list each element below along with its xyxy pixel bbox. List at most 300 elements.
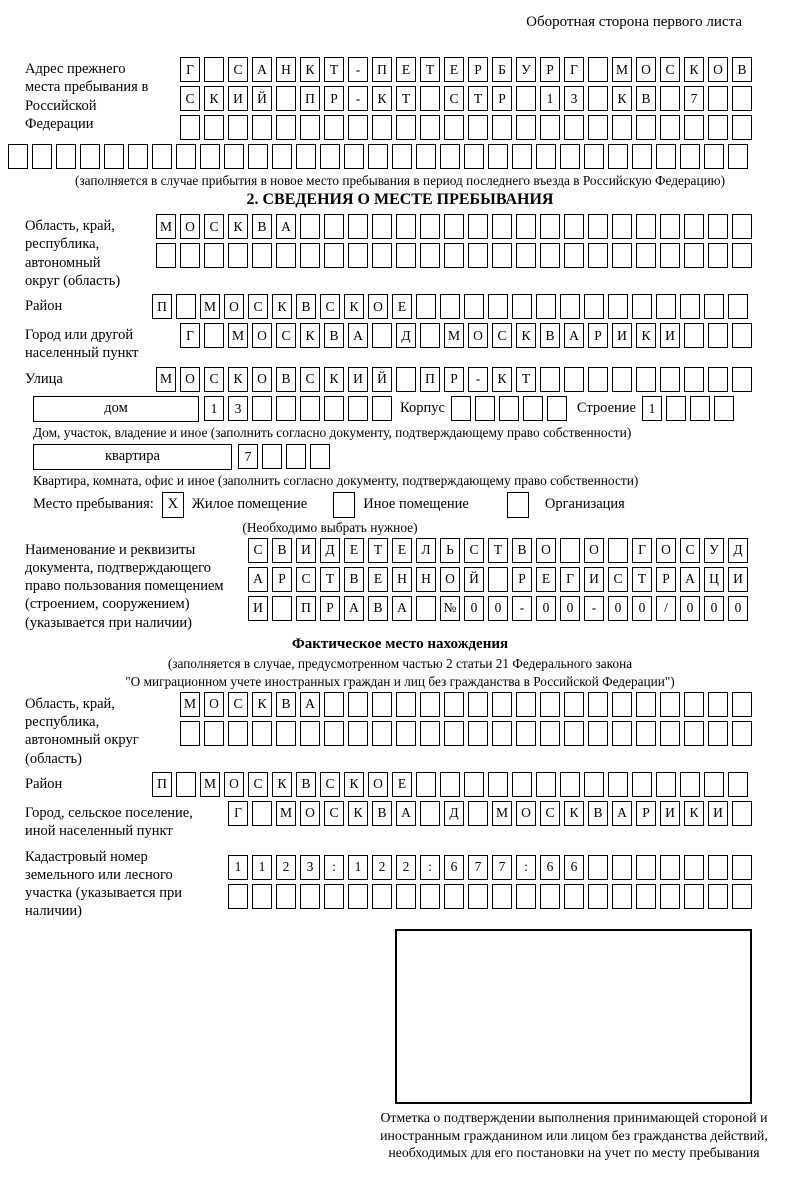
- char-cell: [588, 115, 608, 140]
- char-cell: [252, 884, 272, 909]
- char-cell: [732, 115, 752, 140]
- char-cell: Д: [396, 323, 416, 348]
- char-cell: М: [444, 323, 464, 348]
- char-cell: Е: [444, 57, 464, 82]
- char-cell: [204, 323, 224, 348]
- char-cell: 7: [468, 855, 488, 880]
- char-cell: Г: [560, 567, 580, 592]
- char-cell: [588, 855, 608, 880]
- char-cell: [704, 144, 724, 169]
- char-cell: П: [152, 772, 172, 797]
- char-cell: С: [444, 86, 464, 111]
- char-cell: С: [320, 772, 340, 797]
- char-cell: 1: [204, 396, 224, 421]
- char-cell: С: [608, 567, 628, 592]
- char-cell: [488, 772, 508, 797]
- char-cell: [252, 243, 272, 268]
- char-cell: Б: [492, 57, 512, 82]
- char-cell: [396, 721, 416, 746]
- char-cell: О: [224, 772, 244, 797]
- char-cell: 2: [372, 855, 392, 880]
- char-cell: Т: [396, 86, 416, 111]
- char-cell: Й: [464, 567, 484, 592]
- district-block: [0, 294, 800, 319]
- char-cell: К: [204, 86, 224, 111]
- char-cell: [204, 243, 224, 268]
- char-cell: [492, 692, 512, 717]
- char-cell: 0: [632, 596, 652, 621]
- char-cell: [656, 772, 676, 797]
- char-cell: И: [728, 567, 748, 592]
- char-cell: [540, 692, 560, 717]
- char-cell: [728, 294, 748, 319]
- char-cell: [708, 323, 728, 348]
- char-cell: [348, 884, 368, 909]
- char-cell-row: [8, 144, 800, 169]
- char-cell: [475, 396, 495, 421]
- char-cell: К: [272, 294, 292, 319]
- char-cell: [684, 855, 704, 880]
- char-cell: [488, 567, 508, 592]
- char-cell: Р: [656, 567, 676, 592]
- char-cell: Н: [392, 567, 412, 592]
- char-cell: В: [276, 367, 296, 392]
- char-cell: [588, 243, 608, 268]
- char-cell: С: [228, 692, 248, 717]
- char-cell: 0: [680, 596, 700, 621]
- char-cell: [324, 721, 344, 746]
- char-cell: Е: [392, 772, 412, 797]
- char-cell: Р: [588, 323, 608, 348]
- char-cell: [612, 367, 632, 392]
- char-cell: 0: [464, 596, 484, 621]
- char-cell: [632, 294, 652, 319]
- char-cell: [180, 721, 200, 746]
- actual-location-subtitle-2: "О миграционном учете иностранных граждан и лиц без гражданства в Российской Федерации"): [125, 673, 675, 689]
- char-cell: [656, 294, 676, 319]
- char-cell: [492, 214, 512, 239]
- char-cell: [176, 144, 196, 169]
- char-cell: [588, 884, 608, 909]
- char-cell: А: [392, 596, 412, 621]
- char-cell: [684, 721, 704, 746]
- char-cell: [276, 243, 296, 268]
- char-cell: П: [300, 86, 320, 111]
- char-cell: Е: [392, 538, 412, 563]
- char-cell-row: [156, 214, 752, 239]
- char-cell: [488, 294, 508, 319]
- char-cell: С: [296, 567, 316, 592]
- char-cell: [444, 884, 464, 909]
- char-cell: [252, 396, 272, 421]
- char-cell: 1: [252, 855, 272, 880]
- confirmation-stamp-box: [395, 929, 752, 1104]
- char-cell: М: [200, 294, 220, 319]
- char-cell-row: [180, 692, 752, 717]
- char-cell: М: [228, 323, 248, 348]
- char-cell-row: [228, 801, 752, 841]
- district-label: Район: [25, 298, 63, 315]
- char-cell: [588, 57, 608, 82]
- char-cell: К: [344, 294, 364, 319]
- street-block: [0, 367, 800, 392]
- city-label: Город или другой населенный пункт: [25, 327, 139, 362]
- char-cell: [468, 801, 488, 826]
- char-cell: [224, 144, 244, 169]
- char-cell: У: [704, 538, 724, 563]
- char-cell: [348, 692, 368, 717]
- actual-city-label: Город, сельское поселение, иной населенный пункт: [25, 804, 193, 840]
- char-cell: С: [540, 801, 560, 826]
- char-cell: [248, 144, 268, 169]
- char-cell: В: [588, 801, 608, 826]
- char-cell: М: [200, 772, 220, 797]
- char-cell: [636, 115, 656, 140]
- char-cell: [588, 692, 608, 717]
- char-cell: [300, 214, 320, 239]
- char-cell: [708, 243, 728, 268]
- char-cell: [714, 396, 734, 421]
- char-cell: [680, 772, 700, 797]
- char-cell: [660, 721, 680, 746]
- char-cell: [523, 396, 543, 421]
- confirmation-caption: Отметка о подтверждении выполнения принимающей стороной и иностранным гражданином или лицом без гражданства действий, необходимых для его постановки на учет по месту пребывания: [380, 1109, 768, 1161]
- char-cell: А: [396, 801, 416, 826]
- document-rows: [248, 538, 748, 632]
- char-cell: Р: [324, 86, 344, 111]
- char-cell: В: [296, 772, 316, 797]
- char-cell: [372, 721, 392, 746]
- char-cell: [420, 692, 440, 717]
- char-cell: [300, 884, 320, 909]
- char-cell: [276, 721, 296, 746]
- char-cell: [320, 144, 340, 169]
- char-cell: [372, 214, 392, 239]
- char-cell: [372, 243, 392, 268]
- char-cell: [180, 115, 200, 140]
- char-cell: [732, 721, 752, 746]
- char-cell: К: [612, 86, 632, 111]
- char-cell: [372, 884, 392, 909]
- char-cell: [499, 396, 519, 421]
- char-cell: [728, 772, 748, 797]
- char-cell: [324, 214, 344, 239]
- char-cell: :: [420, 855, 440, 880]
- char-cell: Д: [444, 801, 464, 826]
- char-cell: И: [296, 538, 316, 563]
- char-cell: /: [656, 596, 676, 621]
- stay-type-checkbox-residential: X: [162, 492, 184, 518]
- char-cell-row: [451, 396, 567, 421]
- char-cell: [608, 144, 628, 169]
- char-cell: [708, 367, 728, 392]
- char-cell: [468, 115, 488, 140]
- char-cell: [564, 115, 584, 140]
- char-cell: [444, 214, 464, 239]
- char-cell: [564, 692, 584, 717]
- char-cell: [588, 721, 608, 746]
- page-side-note: Оборотная сторона первого листа: [526, 14, 742, 30]
- char-cell: В: [732, 57, 752, 82]
- char-cell: [204, 721, 224, 746]
- char-cell: [660, 214, 680, 239]
- char-cell: Ц: [704, 567, 724, 592]
- char-cell: [128, 144, 148, 169]
- char-cell: [368, 144, 388, 169]
- house-row: [33, 396, 800, 422]
- char-cell: 0: [536, 596, 556, 621]
- char-cell: [396, 692, 416, 717]
- char-cell: С: [248, 294, 268, 319]
- char-cell: [300, 396, 320, 421]
- char-cell: [540, 214, 560, 239]
- document-block: [0, 538, 800, 632]
- char-cell: [708, 115, 728, 140]
- char-cell: [564, 367, 584, 392]
- char-cell-row: [180, 323, 752, 363]
- char-cell: О: [584, 538, 604, 563]
- char-cell: [372, 323, 392, 348]
- char-cell: О: [368, 772, 388, 797]
- char-cell: [286, 444, 306, 469]
- char-cell: [564, 243, 584, 268]
- char-cell: М: [180, 692, 200, 717]
- char-cell: А: [564, 323, 584, 348]
- char-cell: М: [612, 57, 632, 82]
- actual-region-block: [0, 692, 800, 768]
- char-cell: [344, 144, 364, 169]
- char-cell: [372, 692, 392, 717]
- char-cell: [666, 396, 686, 421]
- char-cell: [396, 884, 416, 909]
- char-cell-row: [180, 57, 752, 82]
- char-cell: 3: [300, 855, 320, 880]
- char-cell: [416, 596, 436, 621]
- char-cell: Р: [492, 86, 512, 111]
- stay-type-note: (Необходимо выбрать нужное): [242, 519, 418, 535]
- char-cell: [440, 294, 460, 319]
- char-cell: [396, 367, 416, 392]
- char-cell: В: [540, 323, 560, 348]
- region-label: Область, край, республика, автономный округ (область): [25, 218, 121, 289]
- char-cell: О: [252, 323, 272, 348]
- char-cell: А: [300, 692, 320, 717]
- char-cell: И: [612, 323, 632, 348]
- char-cell: Т: [368, 538, 388, 563]
- char-cell: О: [636, 57, 656, 82]
- char-cell: [348, 396, 368, 421]
- char-cell: [540, 721, 560, 746]
- char-cell: [660, 692, 680, 717]
- char-cell: С: [248, 772, 268, 797]
- char-cell: В: [252, 214, 272, 239]
- house-box-label: дом: [33, 396, 199, 422]
- apartment-box-label: квартира: [33, 444, 232, 470]
- char-cell: Р: [272, 567, 292, 592]
- char-cell: [636, 243, 656, 268]
- char-cell: [420, 243, 440, 268]
- char-cell: [612, 115, 632, 140]
- char-cell: Н: [416, 567, 436, 592]
- char-cell: В: [372, 801, 392, 826]
- prev-address-note: (заполняется в случае прибытия в новое место пребывания в период последнего въезда в Российскую Федерацию): [74, 173, 726, 188]
- char-cell: [547, 396, 567, 421]
- actual-district-block: [0, 772, 800, 797]
- char-cell: [324, 115, 344, 140]
- char-cell: 2: [276, 855, 296, 880]
- char-cell: [204, 57, 224, 82]
- char-cell: Р: [468, 57, 488, 82]
- char-cell: 3: [228, 396, 248, 421]
- char-cell: [560, 294, 580, 319]
- char-cell: [612, 855, 632, 880]
- char-cell: О: [536, 538, 556, 563]
- char-cell: [464, 294, 484, 319]
- char-cell: [492, 721, 512, 746]
- char-cell: [612, 692, 632, 717]
- char-cell: Т: [632, 567, 652, 592]
- char-cell: П: [296, 596, 316, 621]
- char-cell: [516, 721, 536, 746]
- actual-district-label: Район: [25, 775, 63, 792]
- char-cell: -: [584, 596, 604, 621]
- char-cell: [704, 772, 724, 797]
- char-cell: Т: [420, 57, 440, 82]
- char-cell: С: [180, 86, 200, 111]
- char-cell: [176, 294, 196, 319]
- char-cell: Ь: [440, 538, 460, 563]
- char-cell: [684, 214, 704, 239]
- stay-type-row: [33, 492, 800, 518]
- char-cell: С: [660, 57, 680, 82]
- cadastral-rows: [228, 845, 752, 921]
- house-note: Дом, участок, владение и иное (заполнить согласно документу, подтверждающему право собственности): [33, 424, 632, 440]
- char-cell: 2: [396, 855, 416, 880]
- prev-address-label: Адрес прежнего места пребывания в Российской Федерации: [25, 61, 149, 132]
- char-cell: [680, 294, 700, 319]
- char-cell: [324, 243, 344, 268]
- char-cell: В: [276, 692, 296, 717]
- char-cell: [660, 86, 680, 111]
- char-cell: [468, 692, 488, 717]
- char-cell: Й: [372, 367, 392, 392]
- char-cell: О: [252, 367, 272, 392]
- char-cell-row: [228, 855, 752, 880]
- char-cell: [8, 144, 28, 169]
- char-cell: [492, 115, 512, 140]
- char-cell: Е: [392, 294, 412, 319]
- char-cell: О: [180, 367, 200, 392]
- char-cell: Е: [368, 567, 388, 592]
- char-cell: [684, 367, 704, 392]
- char-cell: [608, 294, 628, 319]
- char-cell: [708, 86, 728, 111]
- char-cell: А: [248, 567, 268, 592]
- char-cell: 3: [564, 86, 584, 111]
- char-cell: К: [372, 86, 392, 111]
- char-cell: -: [348, 86, 368, 111]
- char-cell: -: [512, 596, 532, 621]
- char-cell: В: [344, 567, 364, 592]
- char-cell: И: [660, 801, 680, 826]
- char-cell: [262, 444, 282, 469]
- char-cell: [588, 86, 608, 111]
- char-cell: [300, 721, 320, 746]
- char-cell: 1: [228, 855, 248, 880]
- char-cell: С: [492, 323, 512, 348]
- char-cell: [632, 144, 652, 169]
- char-cell: К: [228, 214, 248, 239]
- char-cell: [690, 396, 710, 421]
- char-cell: [612, 884, 632, 909]
- char-cell: [512, 294, 532, 319]
- char-cell: [660, 367, 680, 392]
- char-cell: Д: [728, 538, 748, 563]
- char-cell: [300, 115, 320, 140]
- char-cell: С: [276, 323, 296, 348]
- char-cell: [464, 144, 484, 169]
- char-cell: [608, 772, 628, 797]
- stay-type-option-other: Иное помещение: [363, 496, 469, 513]
- char-cell: [272, 596, 292, 621]
- char-cell: [444, 243, 464, 268]
- char-cell-row: [204, 396, 392, 421]
- prev-address-block: [0, 57, 800, 140]
- char-cell: 0: [728, 596, 748, 621]
- char-cell: Т: [324, 57, 344, 82]
- cadastral-label: Кадастровый номер земельного или лесного участка (указывается при наличии): [25, 848, 182, 920]
- char-cell: К: [516, 323, 536, 348]
- char-cell: -: [348, 57, 368, 82]
- char-cell: К: [684, 57, 704, 82]
- char-cell: [468, 214, 488, 239]
- char-cell: [560, 538, 580, 563]
- char-cell-row: [152, 294, 748, 319]
- char-cell: [584, 772, 604, 797]
- char-cell: [296, 144, 316, 169]
- char-cell: [732, 855, 752, 880]
- char-cell: [444, 115, 464, 140]
- char-cell: [584, 144, 604, 169]
- char-cell: О: [656, 538, 676, 563]
- char-cell: 6: [444, 855, 464, 880]
- char-cell: И: [584, 567, 604, 592]
- char-cell: О: [224, 294, 244, 319]
- char-cell: Е: [344, 538, 364, 563]
- char-cell: М: [156, 367, 176, 392]
- char-cell: [324, 884, 344, 909]
- char-cell: [420, 801, 440, 826]
- char-cell: [324, 396, 344, 421]
- char-cell: [516, 243, 536, 268]
- char-cell: Г: [180, 57, 200, 82]
- char-cell: [728, 144, 748, 169]
- stroenie-label: Строение: [576, 400, 636, 417]
- char-cell: [588, 214, 608, 239]
- char-cell: К: [324, 367, 344, 392]
- char-cell: О: [300, 801, 320, 826]
- char-cell: [612, 243, 632, 268]
- char-cell: С: [464, 538, 484, 563]
- char-cell: [252, 115, 272, 140]
- char-cell: С: [204, 367, 224, 392]
- char-cell: [684, 884, 704, 909]
- char-cell: [584, 294, 604, 319]
- char-cell: [156, 243, 176, 268]
- char-cell: Р: [540, 57, 560, 82]
- char-cell: [228, 243, 248, 268]
- actual-region-rows: [180, 692, 752, 768]
